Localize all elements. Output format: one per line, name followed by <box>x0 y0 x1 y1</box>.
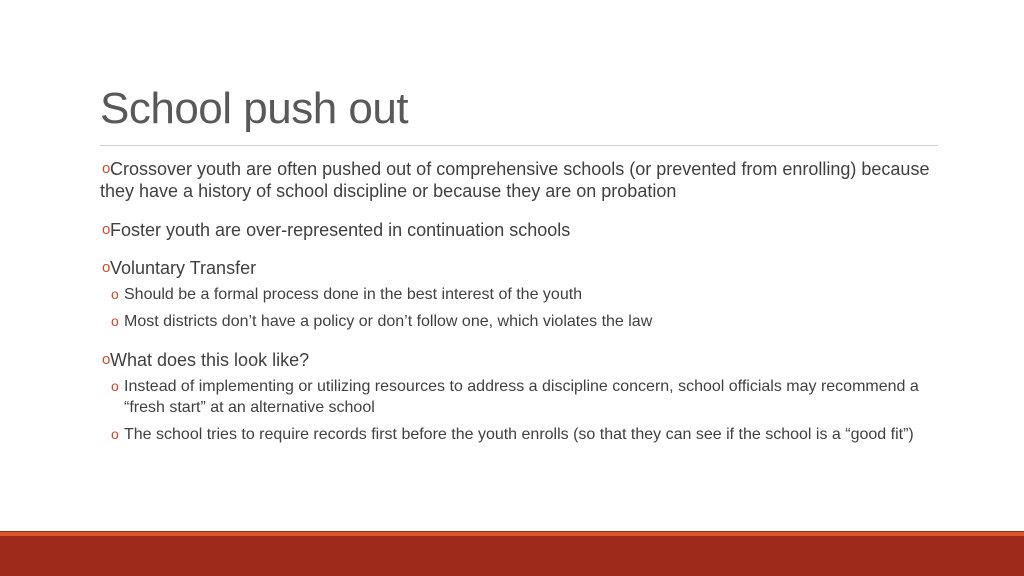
bullet-marker: o <box>102 160 111 177</box>
footer-bar <box>0 531 1024 576</box>
bullet-marker: o <box>111 378 119 394</box>
sub-bullet-item <box>111 311 924 332</box>
sub-bullet-item <box>111 424 924 445</box>
footer-accent-line <box>0 532 1024 536</box>
bullet-marker: o <box>111 426 119 442</box>
slide-title: School push out <box>100 84 409 133</box>
sub-bullet-text: Should be a formal process done in the best interest of the youth <box>124 286 583 303</box>
bullet-item <box>100 257 940 279</box>
bullet-marker: o <box>111 313 119 329</box>
bullet-text: Foster youth are over-represented in continuation schools <box>110 220 571 240</box>
sub-bullet-item <box>111 376 924 418</box>
bullet-marker: o <box>102 221 111 238</box>
bullet-item <box>100 349 940 371</box>
bullet-marker: o <box>111 286 119 302</box>
sub-bullet-item <box>111 284 924 305</box>
bullet-item <box>100 219 940 241</box>
sub-bullet-text: The school tries to require records first before the youth enrolls (so that they can see if the school is a “good fit”) <box>124 426 914 443</box>
bullet-marker: o <box>102 259 111 276</box>
bullet-marker: o <box>102 351 111 368</box>
bullet-item <box>100 158 940 202</box>
bullet-text: Voluntary Transfer <box>110 258 257 278</box>
bullet-text: What does this look like? <box>110 350 310 370</box>
sub-bullet-text: Most districts don’t have a policy or don’t follow one, which violates the law <box>124 313 653 330</box>
bullet-text: Crossover youth are often pushed out of comprehensive schools (or prevented from enrolling) because they have a history of school discipline or because they are on probation <box>100 159 930 201</box>
sub-bullet-text: Instead of implementing or utilizing resources to address a discipline concern, school officials may recommend a “fresh start” at an alternative school <box>124 378 919 416</box>
